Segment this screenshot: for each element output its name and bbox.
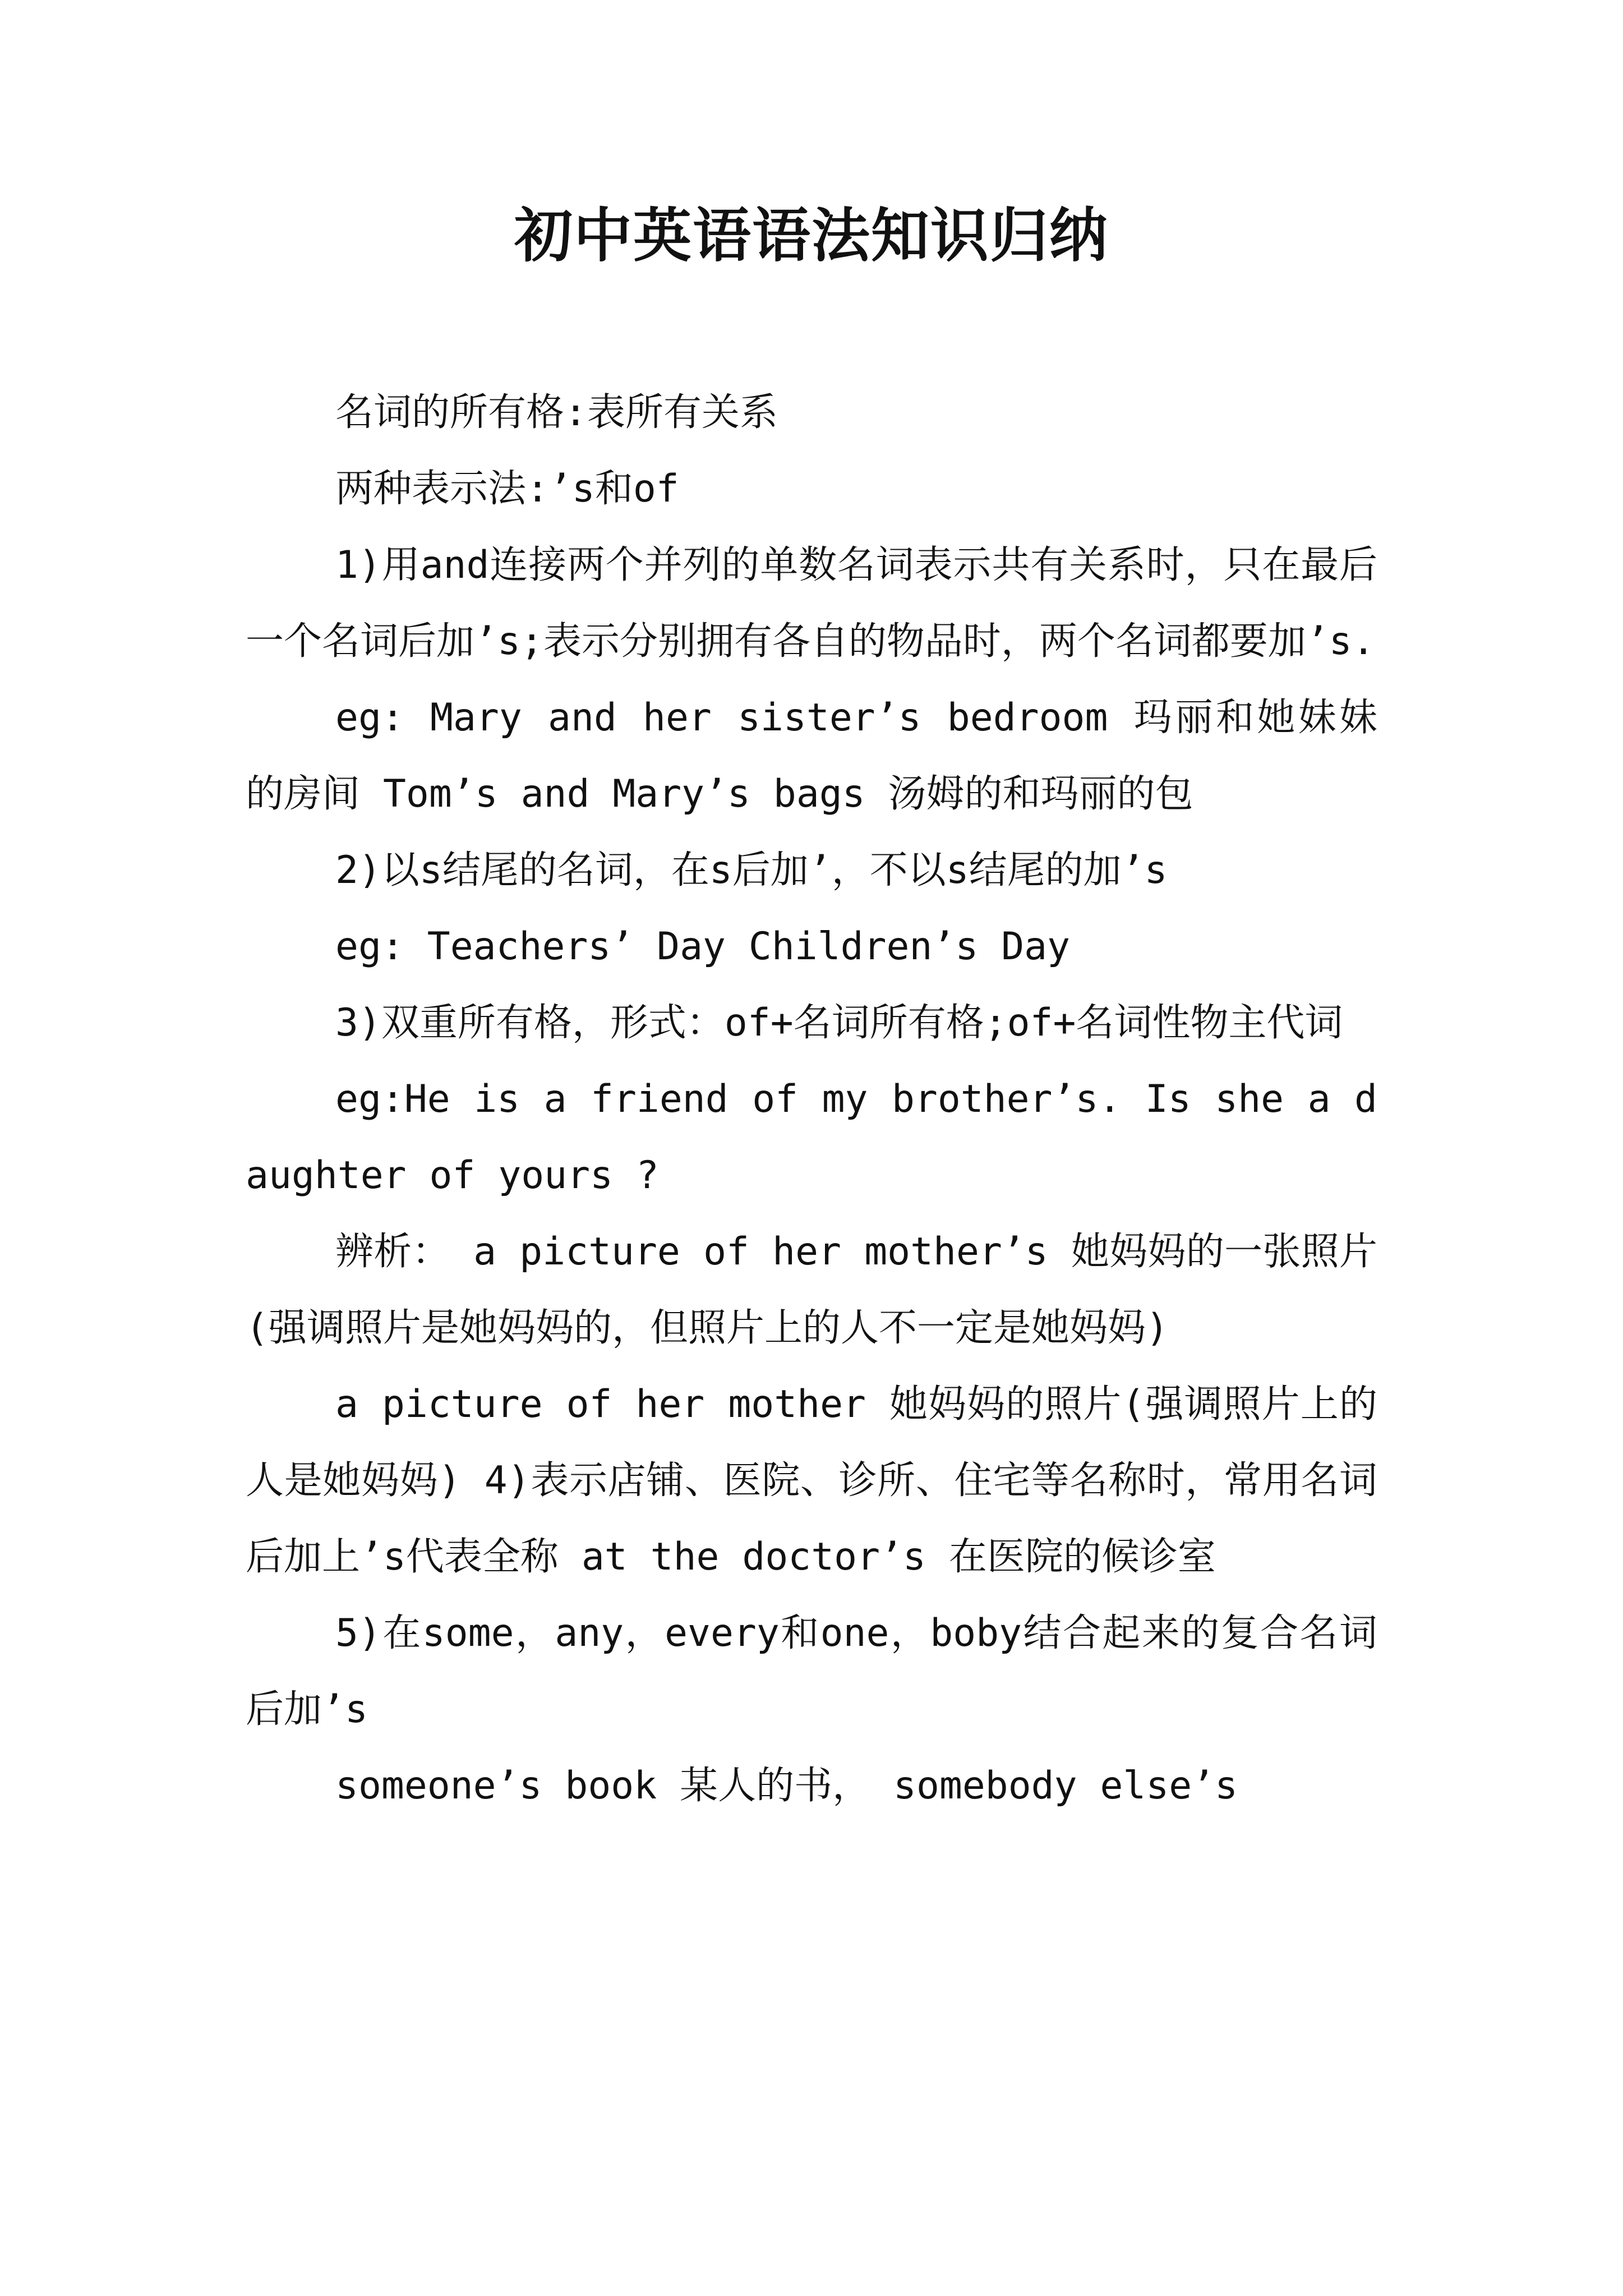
paragraph-example-2: eg: Teachers’ Day Children’s Day <box>335 924 1071 969</box>
paragraph-example-5: someone’s book 某人的书， somebody else’s <box>335 1764 1238 1808</box>
paragraph-distinction: 辨析： a picture of her mother’s 她妈妈的一张照片(强调照片是她妈妈的，但照片上的人不一定是她妈妈) <box>246 1230 1377 1350</box>
paragraph-rule-5: 5)在some，any，every和one，boby结合起来的复合名词后加’s <box>246 1611 1377 1732</box>
paragraph-rule-3: 3)双重所有格，形式：of+名词所有格;of+名词性物主代词 <box>335 1001 1343 1045</box>
paragraph-rule-1: 1)用and连接两个并列的单数名词表示共有关系时，只在最后一个名词后加’s;表示分别拥有各自的物品时，两个名词都要加’s. <box>246 543 1377 664</box>
document-body <box>246 375 1377 1824</box>
document-title: 初中英语语法知识归纳 <box>514 201 1109 270</box>
paragraph-rule-4: a picture of her mother 她妈妈的照片(强调照片上的人是她妈妈) 4)表示店铺、医院、诊所、住宅等名称时，常用名词后加上’s代表全称 at the doctor’s 在医院的候诊室 <box>246 1382 1377 1579</box>
paragraph-example-1: eg: Mary and her sister’s bedroom 玛丽和她妹妹的房间 Tom’s and Mary’s bags 汤姆的和玛丽的包 <box>246 696 1377 816</box>
paragraph-rule-2: 2)以s结尾的名词，在s后加’，不以s结尾的加’s <box>335 848 1168 892</box>
paragraph-two-forms: 两种表示法:’s和of <box>335 467 679 511</box>
paragraph-example-3: eg:He is a friend of my brother’s. Is she a daughter of yours ? <box>246 1077 1377 1198</box>
paragraph-possessive-definition: 名词的所有格:表所有关系 <box>335 390 778 435</box>
